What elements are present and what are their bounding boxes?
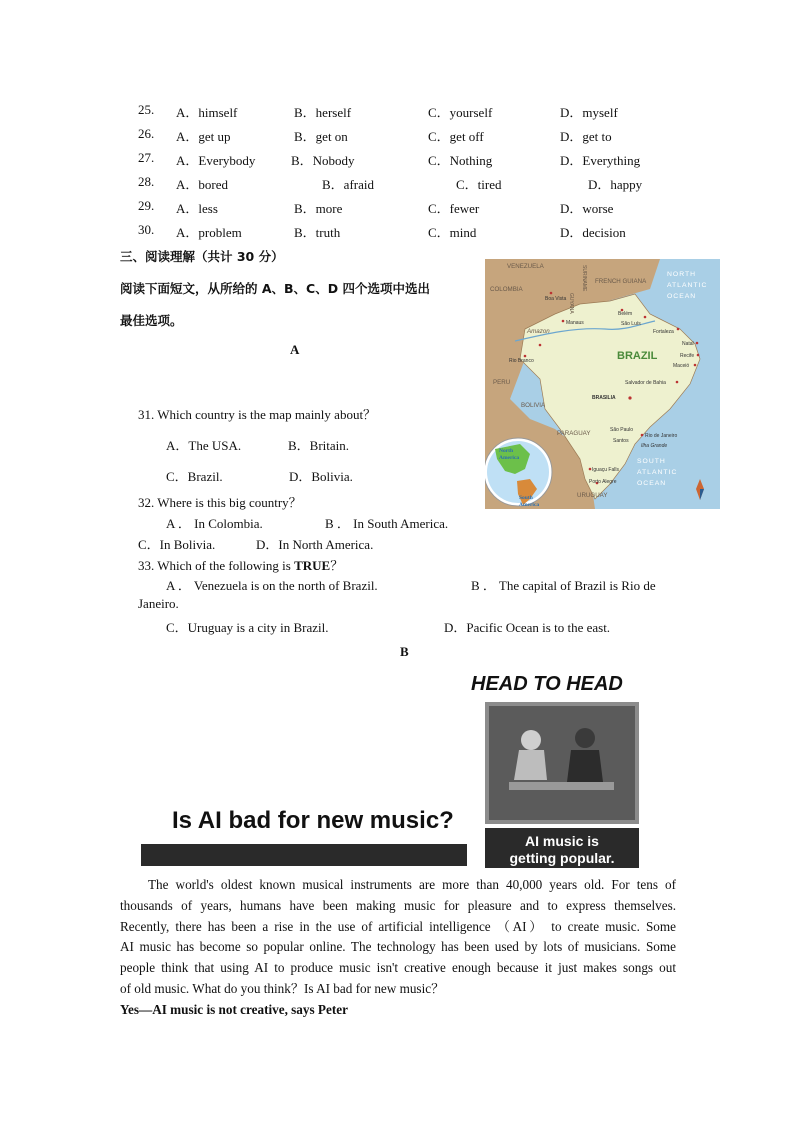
option-b: B．more bbox=[294, 201, 343, 216]
ai-question-title: Is AI bad for new music? bbox=[172, 807, 454, 834]
option-a: A．get up bbox=[176, 129, 231, 144]
map-label-uruguay: URUGUAY bbox=[577, 492, 608, 499]
option-c: C．tired bbox=[456, 177, 502, 192]
option-number: 25. bbox=[138, 102, 155, 117]
city-maceio: Maceió bbox=[673, 363, 690, 369]
option-row bbox=[0, 174, 794, 194]
option-d: D．Everything bbox=[560, 153, 641, 168]
map-label-south-1: SOUTH bbox=[637, 458, 666, 465]
map-label-south-2: ATLANTIC bbox=[637, 469, 678, 476]
q33-stem-suffix: ？ bbox=[330, 558, 344, 573]
passage-a-label: A bbox=[290, 342, 300, 357]
q32-option-d: D．In North America. bbox=[256, 537, 374, 552]
globe-label-south-1: South bbox=[519, 495, 533, 501]
passage-b-line-3: Recently, there has been a rise in the use of artificial intelligence （AI） to create music. Some bbox=[120, 918, 676, 934]
map-label-amazon: Amazon bbox=[527, 328, 550, 335]
option-c: C．yourself bbox=[428, 105, 493, 120]
city-rio: Rio de Janeiro bbox=[645, 433, 678, 439]
city-sao-paulo: São Paulo bbox=[610, 427, 634, 433]
city-santos: Santos bbox=[613, 438, 629, 444]
q33-stem bbox=[138, 555, 343, 574]
option-c: C．Nothing bbox=[428, 153, 493, 168]
city-ilha-grande: Ilha Grande bbox=[641, 443, 668, 449]
option-row bbox=[0, 150, 794, 170]
option-row bbox=[0, 198, 794, 218]
option-d: D．get to bbox=[560, 129, 612, 144]
option-b: B．truth bbox=[294, 225, 341, 240]
option-b: B．afraid bbox=[322, 177, 374, 192]
instruction-line-1: 阅读下面短文，从所给的 A、B、C、D 四个选项中选出 bbox=[120, 281, 430, 296]
option-c: C．get off bbox=[428, 129, 484, 144]
q33-option-b-cont: Janeiro. bbox=[138, 596, 179, 611]
option-b: B．Nobody bbox=[291, 153, 355, 168]
section-heading: 三、阅读理解（共计 30 分） bbox=[120, 249, 284, 264]
option-number: 26. bbox=[138, 126, 155, 141]
option-a: A．less bbox=[176, 201, 218, 216]
q33-option-a: A ． Venezuela is on the north of Brazil. bbox=[166, 578, 378, 593]
city-boa-vista: Boa Vista bbox=[545, 296, 567, 302]
option-number: 29. bbox=[138, 198, 155, 213]
option-row bbox=[0, 222, 794, 242]
city-manaus: Manaus bbox=[566, 320, 584, 326]
map-label-suriname: SURINAME bbox=[581, 265, 587, 292]
instruction-line-2: 最佳选项。 bbox=[120, 313, 183, 328]
option-c: C．fewer bbox=[428, 201, 480, 216]
ai-caption-line-1: AI music is bbox=[525, 833, 599, 849]
passage-b-line-5: people think that using AI to produce music isn't creative enough because it just makes songs out bbox=[120, 960, 676, 976]
option-row bbox=[0, 102, 794, 122]
city-belem: Belém bbox=[618, 311, 633, 317]
option-row bbox=[0, 126, 794, 146]
q33-option-c: C．Uruguay is a city in Brazil. bbox=[166, 620, 329, 635]
globe-label-north-2: America bbox=[499, 455, 520, 461]
brazil-map bbox=[485, 259, 720, 509]
q31-stem: 31. Which country is the map mainly about？ bbox=[138, 407, 377, 422]
map-label-peru: PERU bbox=[493, 379, 511, 386]
q33-option-b: B ． The capital of Brazil is Rio de bbox=[471, 578, 656, 593]
passage-b-line-6: of old music. What do you think？Is AI bad for new music？ bbox=[120, 980, 445, 996]
passage-b-line-2: thousands of years, humans have been making music for pleasure and to express themselves. bbox=[120, 897, 676, 913]
map-label-brazil: BRAZIL bbox=[617, 350, 658, 362]
q33-stem-bold: TRUE bbox=[294, 558, 331, 573]
map-label-venezuela: VENEZUELA bbox=[507, 263, 544, 270]
option-number: 27. bbox=[138, 150, 155, 165]
map-label-french-guiana: FRENCH GUIANA bbox=[595, 278, 647, 285]
option-d: D．myself bbox=[560, 105, 618, 120]
option-b: B．herself bbox=[294, 105, 352, 120]
passage-b-label: B bbox=[400, 644, 409, 659]
city-recife: Recife bbox=[680, 353, 695, 359]
head-to-head-title: HEAD TO HEAD bbox=[471, 673, 623, 695]
option-d: D．decision bbox=[560, 225, 626, 240]
city-iguacu: Iguaçu Falls bbox=[592, 467, 619, 473]
city-porto-alegre: Porto Alegre bbox=[589, 479, 617, 485]
q33-stem-prefix: 33. Which of the following is bbox=[138, 558, 295, 573]
ai-music-illustration bbox=[139, 670, 639, 870]
q33-option-d: D．Pacific Ocean is to the east. bbox=[444, 620, 611, 635]
option-d: D．happy bbox=[588, 177, 643, 192]
option-d: D．worse bbox=[560, 201, 614, 216]
option-c: C．mind bbox=[428, 225, 477, 240]
option-a: A．problem bbox=[176, 225, 242, 240]
map-label-guyana: GUYANA bbox=[568, 293, 574, 314]
map-label-north-1: NORTH bbox=[667, 271, 697, 278]
city-rio-branco: Rio Branco bbox=[509, 358, 534, 364]
q32-stem: 32. Where is this big country？ bbox=[138, 495, 302, 510]
q32-option-c: C．In Bolivia. bbox=[138, 537, 216, 552]
option-a: A．Everybody bbox=[176, 153, 256, 168]
map-label-colombia: COLOMBIA bbox=[490, 286, 523, 293]
city-sao-luis: São Luís bbox=[621, 321, 641, 327]
map-label-paraguay: PARAGUAY bbox=[557, 430, 591, 437]
globe-label-south-2: America bbox=[519, 502, 540, 508]
q32-option-b: B ． In South America. bbox=[325, 516, 449, 531]
q31-option-d: D．Bolivia. bbox=[289, 469, 353, 484]
option-number: 28. bbox=[138, 174, 155, 189]
map-label-north-2: ATLANTIC bbox=[667, 282, 708, 289]
passage-b-subhead: Yes—AI music is not creative, says Peter bbox=[120, 1001, 348, 1017]
city-salvador: Salvador de Bahia bbox=[625, 380, 666, 386]
passage-b-line-4: AI music has become so popular online. The technology has been used by lots of musicians. Some bbox=[120, 939, 676, 955]
city-natal: Natal bbox=[682, 341, 694, 347]
passage-b-line-1: The world's oldest known musical instruments are more than 40,000 years old. For tens of bbox=[148, 877, 676, 892]
q31-option-c: C．Brazil. bbox=[166, 469, 223, 484]
option-a: A．himself bbox=[176, 105, 238, 120]
map-label-south-3: OCEAN bbox=[637, 480, 667, 487]
city-fortaleza: Fortaleza bbox=[653, 329, 674, 335]
ai-caption-line-2: getting popular. bbox=[509, 850, 615, 866]
option-number: 30. bbox=[138, 222, 155, 237]
q31-option-a: A．The USA. bbox=[166, 438, 242, 453]
map-label-bolivia: BOLIVIA bbox=[521, 402, 546, 409]
map-label-north-3: OCEAN bbox=[667, 293, 697, 300]
option-b: B．get on bbox=[294, 129, 348, 144]
q32-option-a: A ． In Colombia. bbox=[166, 516, 263, 531]
option-a: A．bored bbox=[176, 177, 228, 192]
globe-label-north-1: North bbox=[499, 448, 514, 454]
passage-b-text bbox=[120, 875, 676, 1021]
q31-option-b: B．Britain. bbox=[288, 438, 350, 453]
city-brasilia: BRASILIA bbox=[592, 395, 616, 401]
